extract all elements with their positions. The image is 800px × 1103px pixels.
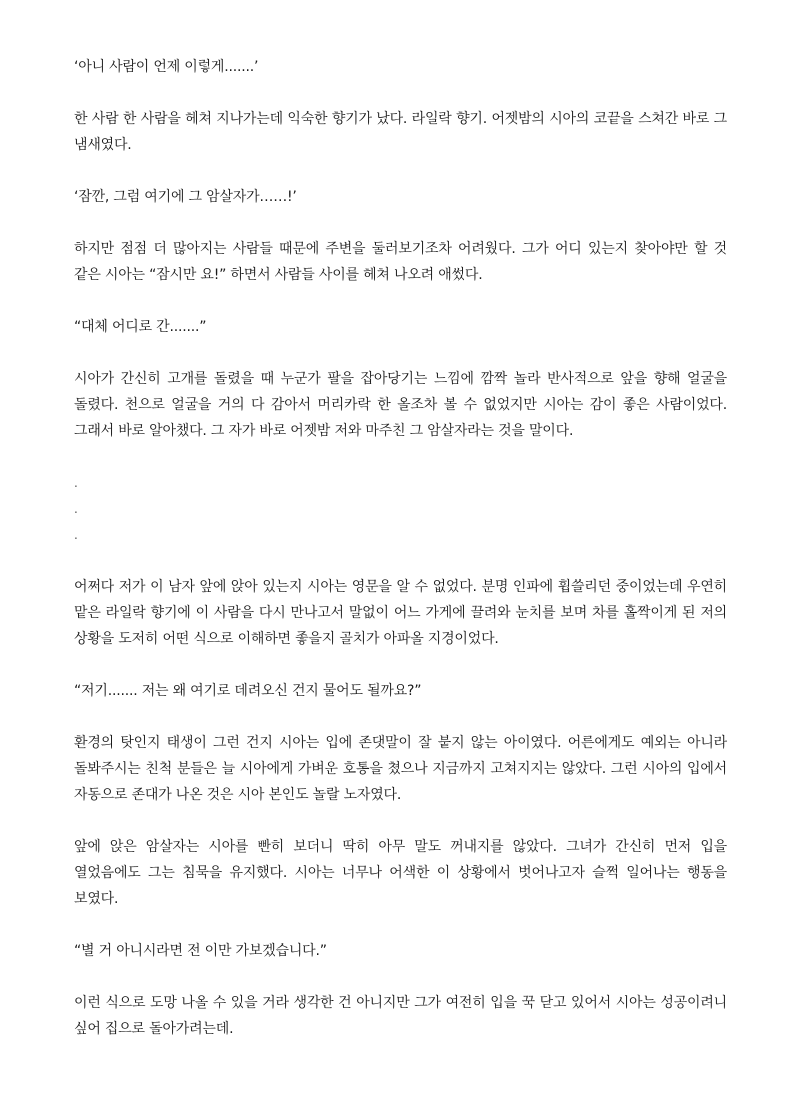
paragraph-crowd: 하지만 점점 더 많아지는 사람들 때문에 주변을 둘러보기조차 어려웠다. 그가 어디 있는지 찾아야만 할 것 같은 시아는 “잠시만 요!” 하면서 사람들 사이를 헤쳐 나오려 애썼다. bbox=[74, 241, 727, 283]
paragraph-recognition: 시아가 간신히 고개를 돌렸을 때 누군가 팔을 잡아당기는 느낌에 깜짝 놀라 반사적으로 앞을 향해 얼굴을 돌렸다. 천으로 얼굴을 거의 다 감아서 머리카락 한 올조차 볼 수 없었지만 시아는 감이 좋은 사람이었다. 그래서 바로 알아챘다. 그 자가 바로 어젯밤 저와 마주친 그 암살자라는 것을 말이다. bbox=[74, 371, 727, 439]
scene-break bbox=[74, 470, 727, 548]
paragraph-dialogue-leave: “별 거 아니시라면 전 이만 가보겠습니다.” bbox=[74, 943, 327, 959]
paragraph-lilac-scent: 한 사람 한 사람을 헤쳐 지나가는데 익숙한 향기가 났다. 라일락 향기. 어젯밤의 시아의 코끝을 스쳐간 바로 그 냄새였다. bbox=[74, 111, 727, 153]
document-page bbox=[74, 54, 727, 1068]
paragraph-escape: 이런 식으로 도망 나올 수 있을 거라 생각한 건 아니지만 그가 여전히 입을 꾹 닫고 있어서 시아는 성공이려니 싶어 집으로 돌아가려는데. bbox=[74, 995, 727, 1037]
paragraph-inner-thought-1: ‘아니 사람이 언제 이렇게.......’ bbox=[74, 59, 259, 75]
scene-break-dot: . bbox=[74, 476, 78, 490]
scene-break-dot: . bbox=[74, 528, 78, 542]
paragraph-honorifics: 환경의 탓인지 태생이 그런 건지 시아는 입에 존댓말이 잘 붙지 않는 아이였다. 어른에게도 예외는 아니라 돌봐주시는 친척 분들은 늘 시아에게 가벼운 호통을 쳤으나 지금까지 고쳐지지는 않았다. 그런 시아의 입에서 자동으로 존대가 나온 것은 시아 본인도 놀랄 노자였다. bbox=[74, 735, 727, 803]
scene-break-dot: . bbox=[74, 502, 78, 516]
paragraph-inner-thought-2: ‘잠깐, 그럼 여기에 그 암살자가……!’ bbox=[74, 189, 297, 205]
paragraph-dialogue-why: “저기....... 저는 왜 여기로 데려오신 건지 물어도 될까요?” bbox=[74, 683, 422, 699]
paragraph-silence: 앞에 앉은 암살자는 시아를 빤히 보더니 딱히 아무 말도 꺼내지를 않았다. 그녀가 간신히 먼저 입을 열었음에도 그는 침묵을 유지했다. 시아는 너무나 어색한 이 상황에서 벗어나고자 슬쩍 일어나는 행동을 보였다. bbox=[74, 839, 727, 907]
paragraph-dialogue-where: “대체 어디로 간.......” bbox=[74, 319, 207, 335]
paragraph-tea-shop: 어쩌다 저가 이 남자 앞에 앉아 있는지 시아는 영문을 알 수 없었다. 분명 인파에 휩쓸리던 중이었는데 우연히 맡은 라일락 향기에 이 사람을 다시 만나고서 말없이 어느 가게에 끌려와 눈치를 보며 차를 홀짝이게 된 저의 상황을 도저히 어떤 식으로 이해하면 좋을지 골치가 아파올 지경이었다. bbox=[74, 579, 727, 647]
